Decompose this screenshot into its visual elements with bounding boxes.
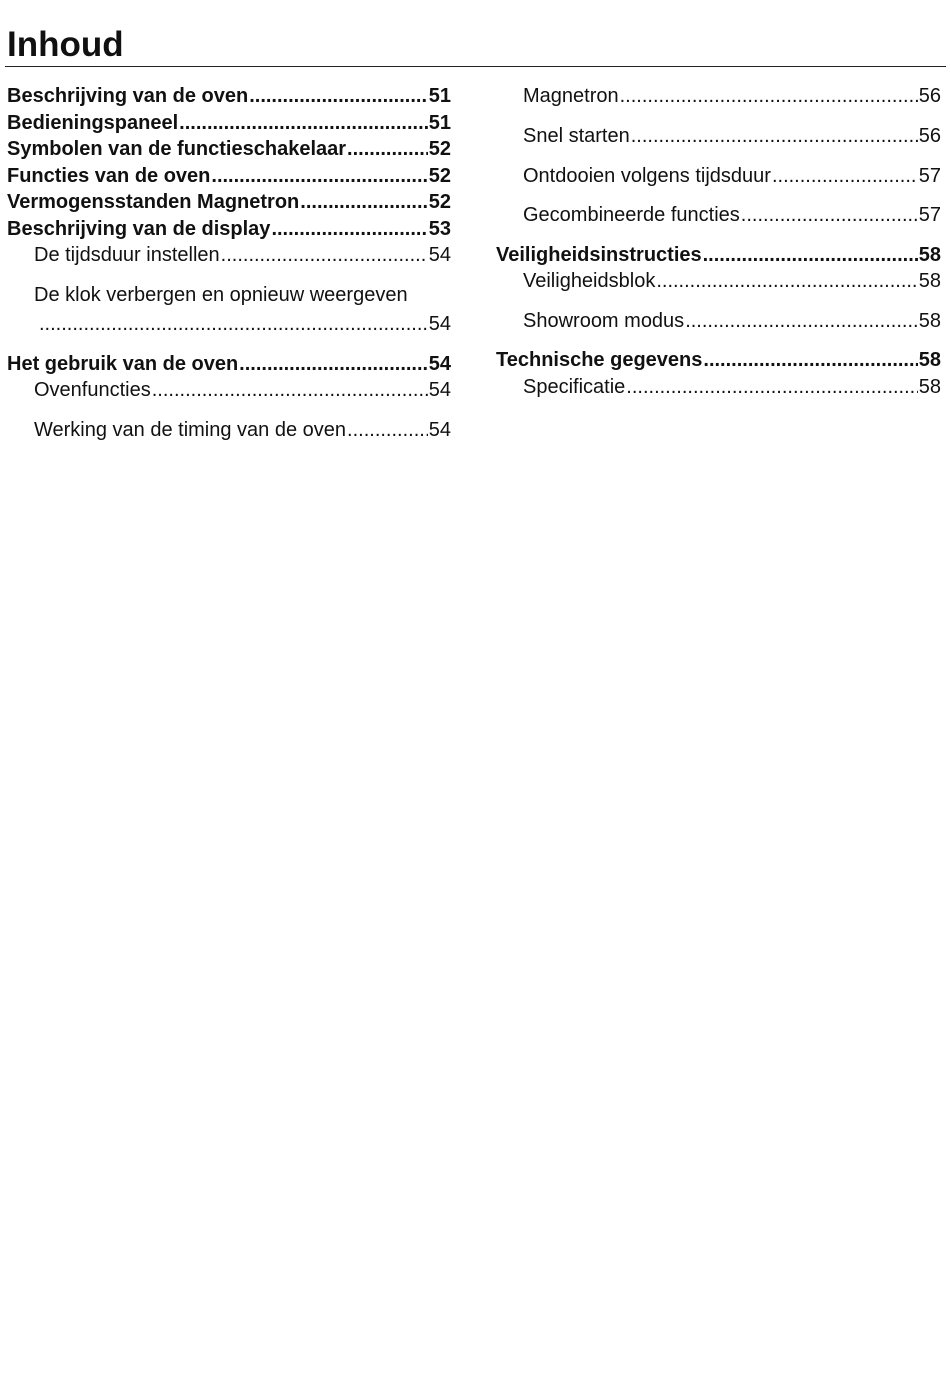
toc-subentry-wrapped-label[interactable]: De klok verbergen en opnieuw weergeven [34,284,408,306]
toc-subentry[interactable] [523,203,941,227]
toc-entry-page: 54 [428,379,451,401]
dot-leader [300,190,427,214]
toc-entry-label: Ovenfuncties [34,379,151,401]
toc-entry-page: 52 [428,191,451,213]
toc-entry[interactable] [7,111,451,135]
toc-entry[interactable] [7,217,451,241]
toc-subentry[interactable] [523,269,941,293]
toc-subentry[interactable] [523,164,941,188]
toc-entry-label: Vermogensstanden Magnetron [7,191,300,213]
dot-leader [239,352,428,376]
toc-entry-label: Functies van de oven [7,165,211,187]
toc-entry[interactable] [7,352,451,376]
page-title: Inhoud [7,25,124,64]
toc-entry-label: Veiligheidsblok [523,270,656,292]
dot-leader [626,375,917,399]
toc-entry-page: 57 [918,165,941,187]
toc-entry-label: Symbolen van de functieschakelaar [7,138,347,160]
toc-entry-label: Showroom modus [523,310,685,332]
dot-leader [772,164,918,188]
dot-leader [703,348,917,372]
toc-entry-page: 54 [428,353,451,375]
toc-subentry[interactable] [34,418,451,442]
toc-subentry-continuation[interactable] [38,312,451,336]
toc-subentry[interactable] [523,84,941,108]
dot-leader [221,243,428,267]
title-divider [5,66,946,67]
toc-entry-page: 58 [918,376,941,398]
toc-entry-label: Technische gegevens [496,349,703,371]
toc-entry-page: 52 [428,165,451,187]
dot-leader [249,84,428,108]
dot-leader [271,217,427,241]
toc-entry-page: 51 [428,85,451,107]
toc-entry-page: 56 [918,85,941,107]
toc-entry[interactable] [7,84,451,108]
toc-entry-page: 54 [428,313,451,335]
toc-subentry[interactable] [523,309,941,333]
toc-entry-page: 58 [918,310,941,332]
toc-entry-page: 57 [918,204,941,226]
dot-leader [703,243,918,267]
toc-entry-page: 53 [428,218,451,240]
toc-entry-page: 56 [918,125,941,147]
toc-entry-page: 58 [918,349,941,371]
toc-entry[interactable] [7,164,451,188]
toc-entry-page: 51 [428,112,451,134]
toc-entry-label: Werking van de timing van de oven [34,419,347,441]
toc-entry[interactable] [7,190,451,214]
dot-leader [620,84,918,108]
dot-leader [347,418,428,442]
toc-entry-label: Ontdooien volgens tijdsduur [523,165,771,187]
toc-entry-label: De tijdsduur instellen [34,244,220,266]
dot-leader [685,309,918,333]
toc-subentry[interactable] [34,378,451,402]
toc-entry-label: Magnetron [523,85,619,107]
toc-entry[interactable] [496,243,941,267]
dot-leader [656,269,917,293]
toc-entry-page: 54 [428,244,451,266]
dot-leader [39,312,428,336]
toc-entry-label: Gecombineerde functies [523,204,740,226]
toc-entry[interactable] [496,348,941,372]
toc-entry-label: Specificatie [523,376,626,398]
toc-entry-label: Het gebruik van de oven [7,353,239,375]
dot-leader [179,111,428,135]
toc-entry-label: Snel starten [523,125,630,147]
dot-leader [741,203,918,227]
dot-leader [631,124,918,148]
dot-leader [347,137,428,161]
toc-entry-page: 58 [918,244,941,266]
toc-entry-label: Beschrijving van de display [7,218,271,240]
toc-entry-page: 52 [428,138,451,160]
dot-leader [152,378,428,402]
toc-subentry[interactable] [523,124,941,148]
toc-subentry[interactable] [523,375,941,399]
toc-entry-page: 58 [918,270,941,292]
dot-leader [211,164,427,188]
toc-subentry[interactable] [34,243,451,267]
toc-entry-label: Beschrijving van de oven [7,85,249,107]
toc-entry-page: 54 [428,419,451,441]
toc-entry-label: Veiligheidsinstructies [496,244,702,266]
toc-entry-label: Bedieningspaneel [7,112,179,134]
toc-entry[interactable] [7,137,451,161]
